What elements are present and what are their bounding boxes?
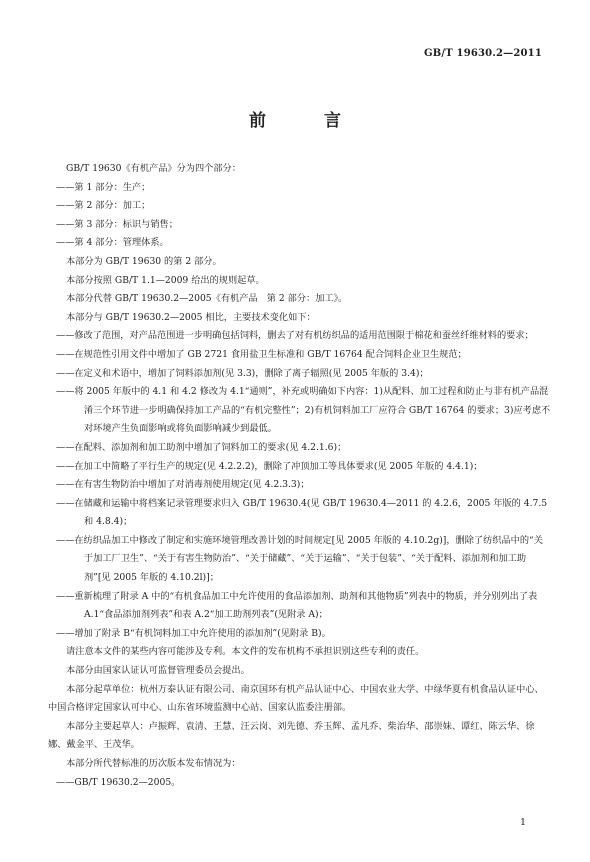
paragraph: 本部分主要起草人：卢振辉、袁清、王慧、汪云岗、刘先德、乔玉辉、孟凡乔、柴治华、邵崇妹、谭红、陈云华、徐娜、戴金平、王茂华。: [48, 720, 535, 751]
list-item: ——第 3 部分：标识与销售；: [56, 218, 178, 230]
list-item: ——第 2 部分：加工；: [56, 200, 151, 212]
list-item: ——第 1 部分：生产；: [56, 181, 151, 193]
list-item: ——在定义和术语中，增加了饲料添加剂(见 3.3)，删除了离子辐照(见 2005 年版的 3.4)；: [56, 367, 429, 379]
paragraph: 请注意本文件的某些内容可能涉及专利。本文件的发布机构不承担识别这些专利的责任。: [66, 646, 425, 658]
document-body: [48, 160, 552, 792]
page-number: 1: [519, 817, 526, 828]
list-item: ——增加了附录 B“有机饲料加工中允许使用的添加剂”(见附录 B)。: [56, 627, 331, 639]
paragraph: 本部分所代替标准的历次版本发布情况为：: [66, 758, 241, 769]
paragraph: 本部分与 GB/T 19630.2—2005 相比，主要技术变化如下：: [66, 311, 316, 323]
paragraph: 本部分代替 GB/T 19630.2—2005《有机产品 第 2 部分：加工》。: [66, 293, 348, 305]
paragraph: 本部分按照 GB/T 1.1—2009 给出的规则起草。: [66, 274, 265, 286]
list-item: ——GB/T 19630.2—2005。: [56, 776, 181, 788]
list-item: ——在纺织品加工中修改了制定和实施环境管理改善计划的时间规定[见 2005 年版的 4.10.2g)]，删除了纺织品中的“关于加工厂卫生”、“关于有害生物防治”、“关于储藏”、“关于运输”、“关于包装”、“关于配料、添加剂和加工助剂”[见 2005 年版的 4.10.2l)]；: [56, 534, 543, 584]
list-item: ——将 2005 年版中的 4.1 和 4.2 修改为 4.1“通则”，补充或明确如下内容：1)从配料、加工过程和防止与非有机产品混淆三个环节进一步明确保持加工产品的“有机完整性”；2)有机饲料加工厂应符合 GB/T 16764 的要求；3)应考虑不对环境产生负面影响或将负面影响减少到最低。: [56, 386, 551, 435]
list-item: ——在规范性引用文件中增加了 GB 2721 食用盐卫生标准和 GB/T 16764 配合饲料企业卫生规范；: [56, 348, 467, 360]
paragraph: 本部分为 GB/T 19630 的第 2 部分。: [66, 255, 222, 267]
list-item: ——第 4 部分：管理体系。: [56, 237, 169, 249]
list-item: ——在加工中简略了平行生产的规定(见 4.2.2.2)，删除了冲顶加工等具体要求(见 2005 年版的 4.4.1)；: [56, 460, 483, 472]
list-item: ——在配料、添加剂和加工助剂中增加了饲料加工的要求(见 4.2.1.6)；: [56, 441, 347, 453]
list-item: ——修改了范围，对产品范围进一步明确包括饲料，删去了对有机纺织品的适用范围限于棉花和蚕丝纤维材料的要求；: [56, 330, 534, 342]
paragraph: GB/T 19630《有机产品》分为四个部分：: [66, 163, 241, 174]
list-item: ——在有害生物防治中增加了对消毒剂使用规定(见 4.2.3.3)；: [56, 479, 310, 491]
list-item: ——在储藏和运输中将档案记录管理要求归入 GB/T 19630.4(见 GB/T 19630.4—2011 的 4.2.6，2005 年版的 4.7.5 和 4.8.4)；: [56, 497, 548, 528]
paragraph: 本部分起草单位：杭州万泰认证有限公司、南京国环有机产品认证中心、中国农业大学、中绿华夏有机食品认证中心、中国合格评定国家认可中心、山东省环境监测中心站、国家认监委注册部。: [48, 683, 544, 714]
page-title: 前 言: [249, 111, 367, 131]
paragraph: 本部分由国家认证认可监督管理委员会提出。: [66, 665, 250, 677]
list-item: ——重新梳理了附录 A 中的“有机食品加工中允许使用的食品添加剂、助剂和其他物质”列表中的物质，并分别列出了表 A.1“食品添加剂列表”和表 A.2“加工助剂列表”(见附录 A)；: [56, 590, 538, 621]
standard-id: GB/T 19630.2—2011: [423, 48, 542, 59]
